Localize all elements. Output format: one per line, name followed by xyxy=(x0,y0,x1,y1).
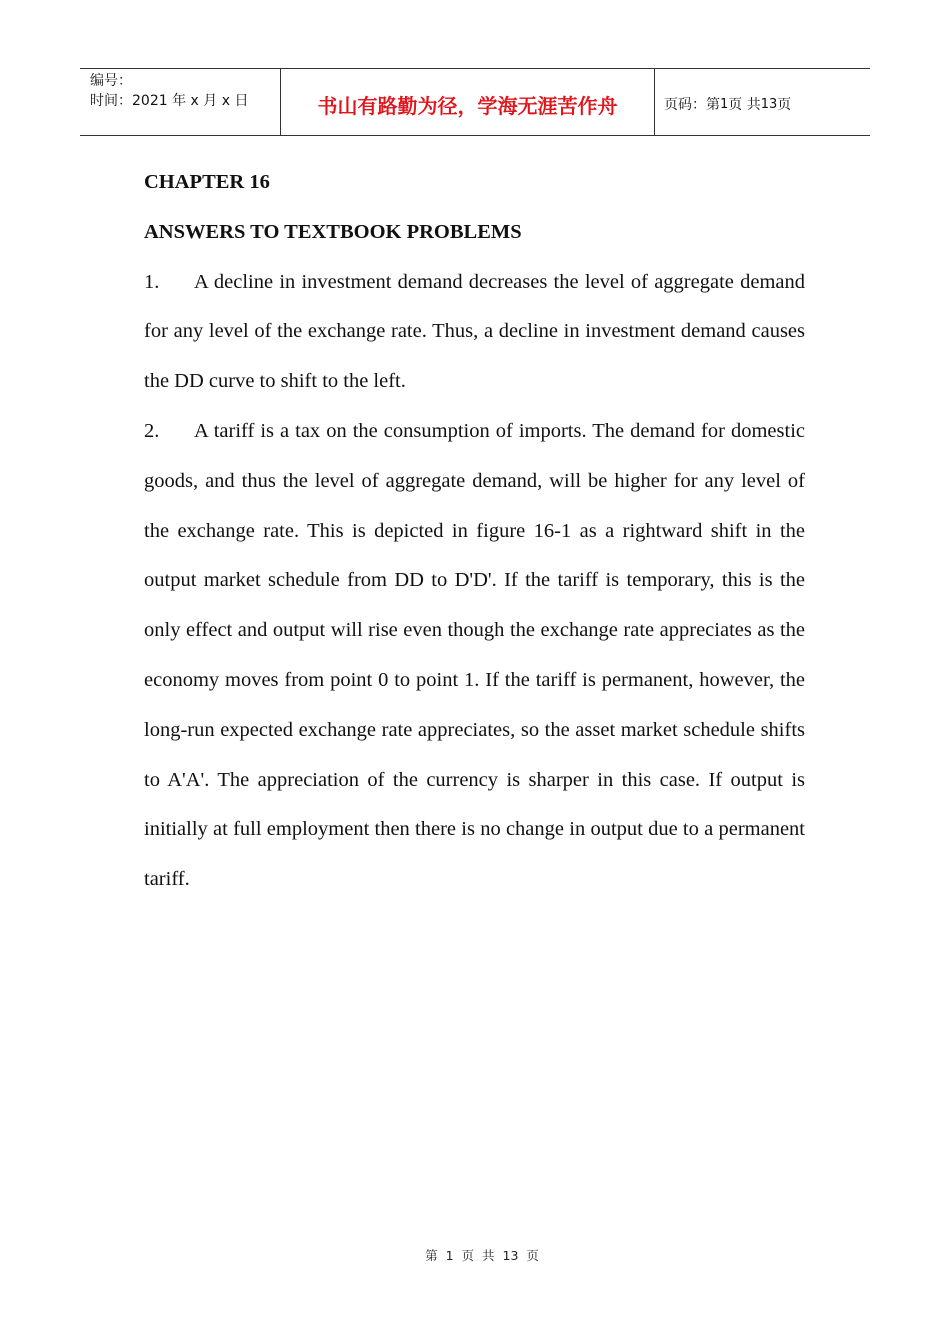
footer-ye: 页 xyxy=(461,1248,475,1263)
section-title: ANSWERS TO TEXTBOOK PROBLEMS xyxy=(144,220,522,243)
page-current: 1 xyxy=(720,96,729,112)
document-body xyxy=(144,158,805,905)
footer-total: 13 xyxy=(502,1248,519,1263)
problem-text: A tariff is a tax on the consumption of imports. The demand for domestic goods, and thus the level of aggregate demand, will be higher for any level of the exchange rate. This is depicted in figure 16-1 as a rightward shift in the output market schedule from DD to D'D'. If the tariff is temporary, this is the only effect and output will rise even though the exchange rate appreciates as the economy moves from point 0 to point 1. If the tariff is permanent, however, the long-run expected exchange rate appreciates, so the asset market schedule shifts to A'A'. The appreciation of the currency is sharper in this case. If output is initially at full employment then there is no change in output due to a permanent tariff. xyxy=(144,419,805,891)
footer-page: 1 xyxy=(445,1248,454,1263)
page-header xyxy=(80,68,870,136)
problem-number: 1. xyxy=(144,270,160,293)
chapter-title: CHAPTER 16 xyxy=(144,171,270,193)
header-meta xyxy=(80,69,281,135)
footer-ye2: 页 xyxy=(526,1248,539,1263)
page-middle: 页 共 xyxy=(728,97,761,113)
footer-gong: 共 xyxy=(482,1248,495,1263)
page-prefix: 页码：第 xyxy=(664,97,720,113)
header-motto: 书山有路勤为径，学海无涯苦作舟 xyxy=(281,69,655,135)
number-label: 编号： xyxy=(90,73,132,89)
problem-text: A decline in investment demand decreases the level of aggregate demand for any level of the exchange rate. Thus, a decline in investment demand causes the DD curve to shift to the left. xyxy=(144,270,805,393)
page-total: 13 xyxy=(760,96,778,112)
page-footer xyxy=(0,1246,950,1264)
header-page-info xyxy=(655,69,870,135)
footer-di: 第 xyxy=(425,1248,438,1263)
time-label: 时间：2021 年 x 月 x 日 xyxy=(90,93,249,109)
problem-2 xyxy=(144,407,805,905)
problem-1 xyxy=(144,258,805,407)
problem-number: 2. xyxy=(144,419,160,442)
page-suffix: 页 xyxy=(777,97,792,113)
